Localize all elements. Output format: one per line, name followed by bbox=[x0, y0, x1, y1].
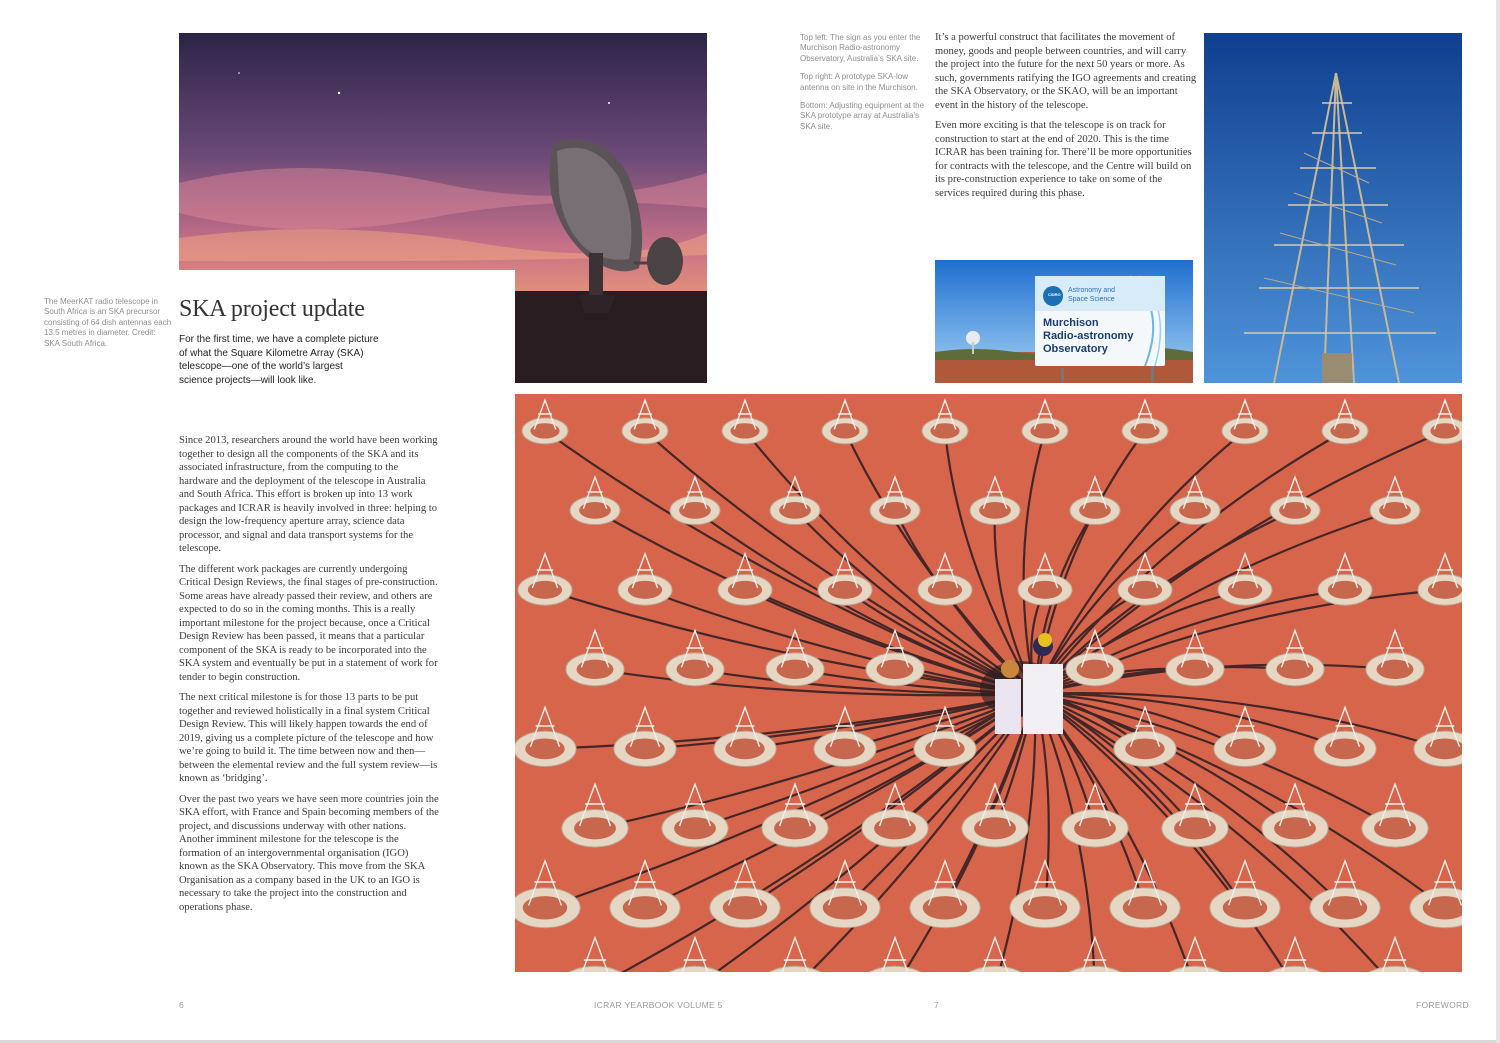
caption-top-left: Top left: The sign as you enter the Murchison Radio-astronomy Observatory, Australia’s SKA site. bbox=[800, 33, 921, 63]
body-paragraph: The different work packages are currently undergoing Critical Design Reviews, the final stages of pre-construction. Some areas have already passed their review, and others are expected to do so in the coming months. This is a really important milestone for the project because, once a Critical Design Review has been passed, it means that a particular component of the SKA is ready to be incorporated into the SKA system and eventually be put in a statement of work for tender to begin construction. bbox=[179, 563, 438, 683]
left-body-column bbox=[179, 434, 439, 921]
section-label: FOREWORD bbox=[1416, 1000, 1469, 1010]
left-page-number: 6 bbox=[179, 1000, 185, 1010]
murchison-sign-photo bbox=[935, 260, 1193, 383]
publication-title: ICRAR YEARBOOK VOLUME 5 bbox=[594, 1000, 723, 1010]
body-paragraph: It’s a powerful construct that facilitates the movement of money, goods and people between countries, and will carry the project into the future for the next 50 years or more. As such, governments ratifying the IGO agreements and creating the SKA Observatory, or the SKAO, will be an important event in the history of the telescope. bbox=[935, 32, 1197, 111]
caption-text: The MeerKAT radio telescope in South Africa is an SKA precursor consisting of 64 dish antennas each 13.5 metres in diameter. Credit: SKA South Africa. bbox=[44, 297, 172, 348]
photo-captions bbox=[800, 33, 928, 140]
caption-bottom: Bottom: Adjusting equipment at the SKA prototype array at Australia’s SKA site. bbox=[800, 101, 925, 131]
ska-prototype-array-photo bbox=[515, 394, 1462, 972]
ska-low-antenna-photo bbox=[1204, 33, 1462, 383]
caption-top-right: Top right: A prototype SKA-low antenna on site in the Murchison. bbox=[800, 72, 918, 92]
csiro-logo: CSIRO bbox=[1048, 292, 1061, 297]
sign-org-line: Space Science bbox=[1068, 296, 1115, 303]
sign-title-line: Murchison bbox=[1043, 317, 1099, 329]
body-paragraph: Over the past two years we have seen more countries join the SKA effort, with France and Spain becoming members of the project, and discussions underway with other nations. Another imminent milestone for the telescope is the formation of an intergovernmental organisation (IGO) known as the SKA Observatory. This move from the SKA Organisation as a company based in the UK to an IGO is necessary to take the project into the construction and operations phase. bbox=[179, 793, 439, 913]
intro-paragraph: For the first time, we have a complete picture of what the Square Kilometre Array (SKA) telescope—one of the world’s largest science projects—will look like. bbox=[179, 334, 379, 386]
meerkat-photo-caption bbox=[44, 297, 172, 349]
sign-title-line: Radio-astronomy bbox=[1043, 330, 1134, 342]
body-paragraph: Even more exciting is that the telescope is on track for construction to start at the end of 2020. This is the time ICRAR has been training for. There’ll be more opportunities for contracts with the telescope, and the Centre will build on its pre-construction experience to take on some of the services required during this phase. bbox=[935, 120, 1192, 199]
page-edge bbox=[1496, 0, 1500, 1043]
body-paragraph: The next critical milestone is for those 13 parts to be put together and reviewed holistically in a final system Critical Design Review. This will likely happen towards the end of 2019, giving us a complete picture of the telescope and how we’re going to build it. The time between now and then—between the elemental review and the full system review—is known as ‘bridging’. bbox=[179, 692, 438, 784]
page-title: SKA project update bbox=[179, 296, 365, 322]
sign-title-line: Observatory bbox=[1043, 343, 1108, 355]
body-paragraph: Since 2013, researchers around the world have been working together to design all the components of the SKA and its associated infrastructure, from the computing to the hardware and the deployment of the telescope in Australia and South Africa. This effort is broken up into 13 work packages and ICRAR is heavily involved in three: helping to design the low-frequency aperture array, science data processor, and signal and data transport systems for the telescope. bbox=[179, 435, 438, 554]
right-page-number: 7 bbox=[934, 1000, 940, 1010]
right-body-column bbox=[935, 31, 1197, 207]
sign-org-line: Astronomy and bbox=[1068, 287, 1116, 294]
